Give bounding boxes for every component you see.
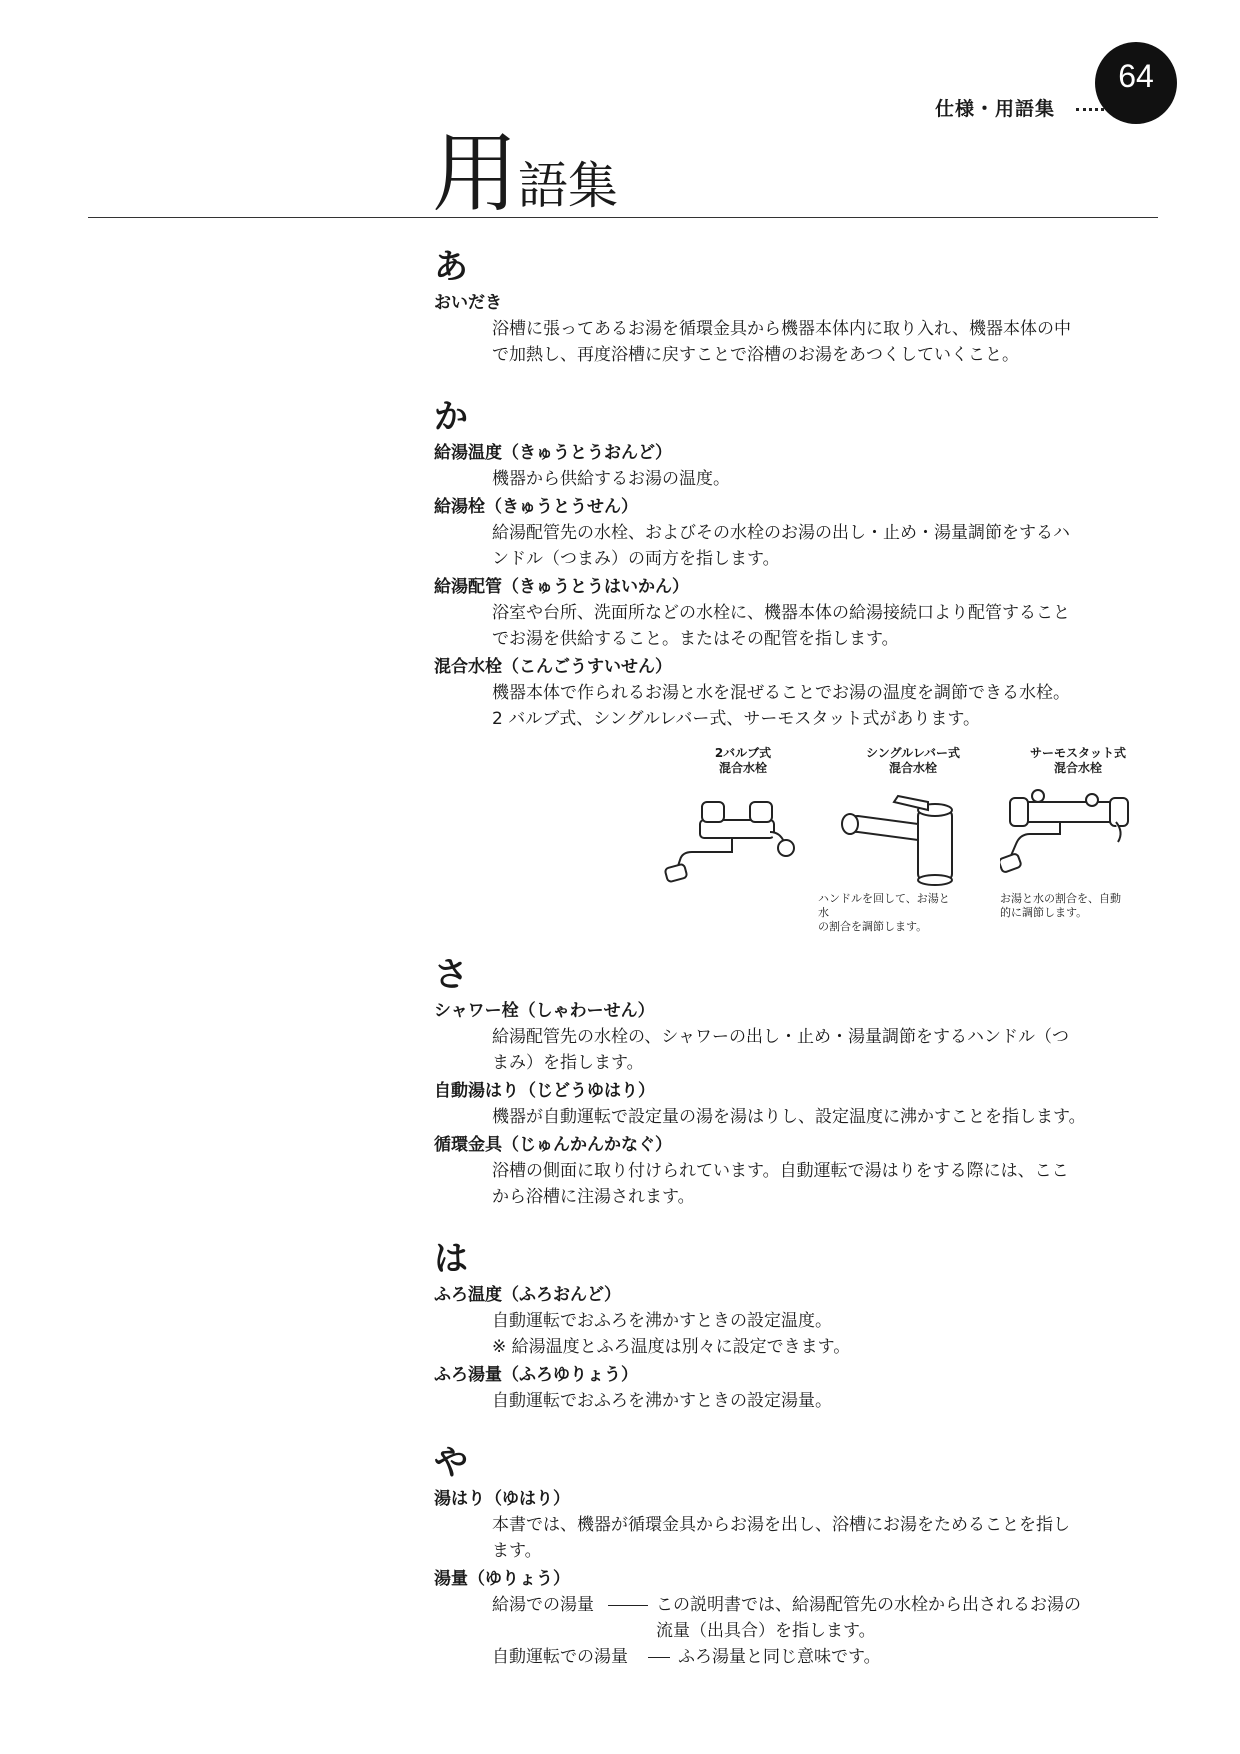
caption-line: 混合水栓 — [888, 761, 937, 775]
section-a — [434, 244, 1164, 368]
definition — [492, 1512, 1164, 1564]
definition — [492, 466, 1164, 492]
definition — [492, 1158, 1164, 1210]
note-line: 的に調節します。 — [1000, 906, 1088, 919]
definition-line: この説明書では、給湯配管先の水栓から出されるお湯の — [656, 1595, 1081, 1615]
page-title — [432, 124, 618, 224]
thermostat-faucet-icon — [1000, 780, 1140, 890]
section-ka — [434, 394, 1164, 932]
definition — [492, 680, 1164, 732]
figure-caption — [673, 746, 813, 776]
definition-line: ふろ湯量と同じ意味です。 — [678, 1647, 881, 1667]
definition-line: 流量（出具合）を指します。 — [656, 1621, 876, 1641]
faucet-figure — [0, 742, 1164, 932]
section-kana: や — [434, 1443, 468, 1483]
yuryo-definition — [656, 1592, 1081, 1644]
dash-separator — [648, 1657, 670, 1658]
section-ya — [434, 1440, 1164, 1670]
definition-line: 機器から供給するお湯の温度。 — [492, 469, 730, 489]
section-kana: さ — [434, 955, 468, 995]
term-oidaki: おいだき — [434, 293, 502, 313]
definition — [492, 600, 1164, 652]
term-furo-ondo: ふろ温度（ふろおんど） — [434, 1285, 621, 1305]
definition-line: 2 バルブ式、シングルレバー式、サーモスタット式があります。 — [492, 709, 980, 729]
figure-caption — [843, 746, 983, 776]
definition-line: ます。 — [492, 1541, 542, 1561]
caption-line: 混合水栓 — [718, 761, 767, 775]
title-first-char: 用 — [432, 124, 518, 224]
term-jido-yuhari: 自動湯はり（じどうゆはり） — [434, 1081, 655, 1101]
section-kana: か — [434, 397, 468, 437]
yuryo-row — [492, 1592, 1164, 1644]
title-rule — [88, 217, 1158, 218]
definition-line: 給湯配管先の水栓の、シャワーの出し・止め・湯量調節をするハンドル（つ — [492, 1027, 1069, 1047]
yuryo-label: 給湯での湯量 — [492, 1595, 594, 1615]
definition-line: ンドル（つまみ）の両方を指します。 — [492, 549, 780, 569]
section-kana: は — [434, 1239, 468, 1279]
term-yuhari: 湯はり（ゆはり） — [434, 1489, 570, 1509]
term-kyuto-haikan: 給湯配管（きゅうとうはいかん） — [434, 577, 689, 597]
caption-line: サーモスタット式 — [1029, 746, 1126, 760]
caption-line: シングルレバー式 — [866, 746, 960, 760]
term-kyutosen: 給湯栓（きゅうとうせん） — [434, 497, 638, 517]
definition-line: 自動運転でおふろを沸かすときの設定温度。 — [492, 1311, 832, 1331]
figure-note — [818, 892, 958, 934]
definition — [492, 1388, 1164, 1414]
yuryo-row — [492, 1644, 1164, 1670]
definition-line: まみ）を指します。 — [492, 1053, 644, 1073]
two-valve-faucet-icon — [662, 780, 822, 890]
figure-caption — [1008, 746, 1148, 776]
single-lever-faucet-icon — [828, 780, 968, 890]
page-number: 64 — [1118, 58, 1154, 94]
definition-line: 給湯配管先の水栓、およびその水栓のお湯の出し・止め・湯量調節をするハ — [492, 523, 1070, 543]
term-yuryo: 湯量（ゆりょう） — [434, 1569, 570, 1589]
definition-line: で加熱し、再度浴槽に戻すことで浴槽のお湯をあつくしていくこと。 — [492, 345, 1019, 365]
definition — [492, 1104, 1164, 1130]
definition-line: でお湯を供給すること。またはその配管を指します。 — [492, 629, 899, 649]
section-kana: あ — [434, 247, 468, 287]
note-line: お湯と水の割合を、自動 — [1000, 892, 1121, 905]
title-rest: 語集 — [518, 157, 618, 215]
note-line: の割合を調節します。 — [818, 920, 928, 933]
yuryo-label: 自動運転での湯量 — [492, 1647, 628, 1667]
term-kongo-suisen: 混合水栓（こんごうすいせん） — [434, 657, 672, 677]
definition — [492, 316, 1164, 368]
term-junkan-kanagu: 循環金具（じゅんかんかなぐ） — [434, 1135, 672, 1155]
glossary-content — [434, 244, 1164, 1696]
yuryo-definition — [678, 1644, 881, 1670]
definition-line: 浴槽の側面に取り付けられています。自動運転で湯はりをする際には、ここ — [492, 1161, 1069, 1181]
section-ha — [434, 1236, 1164, 1414]
definition — [492, 520, 1164, 572]
term-kyuto-ondo: 給湯温度（きゅうとうおんど） — [434, 443, 672, 463]
caption-line: 2バルブ式 — [714, 746, 772, 760]
definition-line: から浴槽に注湯されます。 — [492, 1187, 695, 1207]
definition-note: ※ 給湯温度とふろ温度は別々に設定できます。 — [492, 1337, 851, 1357]
definition — [492, 1024, 1164, 1076]
definition-line: 機器本体で作られるお湯と水を混ぜることでお湯の温度を調節できる水栓。 — [492, 683, 1070, 703]
section-title: 仕様・用語集 — [935, 98, 1056, 120]
section-sa — [434, 952, 1164, 1210]
note-line: ハンドルを回して、お湯と水 — [818, 892, 950, 919]
dash-separator — [608, 1605, 648, 1606]
definition-line: 本書では、機器が循環金具からお湯を出し、浴槽にお湯をためることを指し — [492, 1515, 1070, 1535]
term-shower-sen: シャワー栓（しゃわーせん） — [434, 1001, 655, 1021]
caption-line: 混合水栓 — [1053, 761, 1102, 775]
definition — [492, 1308, 1164, 1360]
figure-note — [1000, 892, 1140, 920]
definition-line: 機器が自動運転で設定量の湯を湯はりし、設定温度に沸かすことを指します。 — [492, 1107, 1086, 1127]
definition-line: 浴槽に張ってあるお湯を循環金具から機器本体内に取り入れ、機器本体の中 — [492, 319, 1072, 339]
definition-line: 自動運転でおふろを沸かすときの設定湯量。 — [492, 1391, 832, 1411]
definition-line: 浴室や台所、洗面所などの水栓に、機器本体の給湯接続口より配管すること — [492, 603, 1070, 623]
term-furo-yuryo: ふろ湯量（ふろゆりょう） — [434, 1365, 638, 1385]
